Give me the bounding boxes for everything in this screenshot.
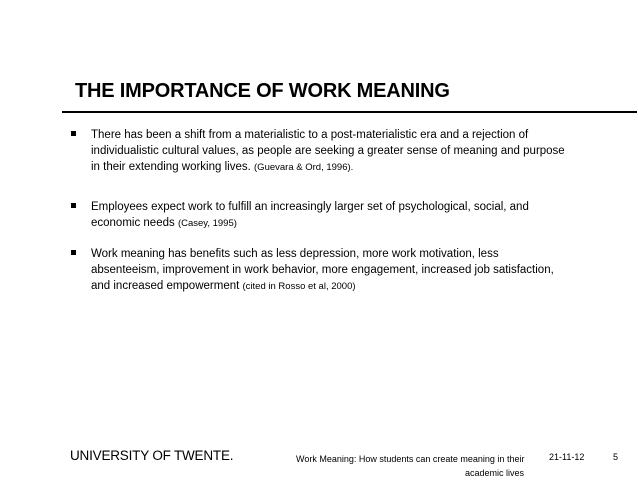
footer-title-line: academic lives <box>464 468 524 478</box>
bullet-line-with-citation <box>91 159 611 176</box>
bullet-text <box>91 127 611 176</box>
page-number: 5 <box>613 452 619 462</box>
bullet-square-icon <box>71 250 76 255</box>
footer-presentation-title <box>296 452 524 480</box>
bullet-line-with-citation <box>91 215 611 232</box>
bullet-line: in their extending working lives. <box>91 161 251 173</box>
bullet-line: individualistic cultural values, as people are seeking a greater sense of meaning and purpose <box>91 145 565 157</box>
bullet-line: There has been a shift from a materialistic to a post-materialistic era and a rejection of <box>91 129 529 141</box>
bullet-square-icon <box>71 131 76 136</box>
bullet-line: and increased empowerment <box>91 280 240 292</box>
citation: (Casey, 1995) <box>177 218 237 229</box>
bullet-line-with-citation <box>91 278 611 295</box>
footer-title-line: Work Meaning: How students can create meaning in their <box>296 454 525 464</box>
bullet-square-icon <box>71 203 76 208</box>
bullet-text <box>91 246 611 295</box>
slide-title: THE IMPORTANCE OF WORK MEANING <box>75 80 450 102</box>
citation: (cited in Rosso et al, 2000) <box>242 281 356 292</box>
bullet-line: Work meaning has benefits such as less depression, more work motivation, less <box>91 248 499 260</box>
title-divider <box>62 111 637 113</box>
bullet-line: Employees expect work to fulfill an increasingly larger set of psychological, social, and <box>91 201 529 213</box>
footer-date: 21-11-12 <box>549 452 585 462</box>
bullet-line: economic needs <box>91 217 175 229</box>
bullet-line: absenteeism, improvement in work behavior, more engagement, increased job satisfaction, <box>91 264 554 276</box>
citation: (Guevara & Ord, 1996). <box>254 162 354 173</box>
university-logo: UNIVERSITY OF TWENTE. <box>70 448 234 463</box>
bullet-text <box>91 199 611 232</box>
